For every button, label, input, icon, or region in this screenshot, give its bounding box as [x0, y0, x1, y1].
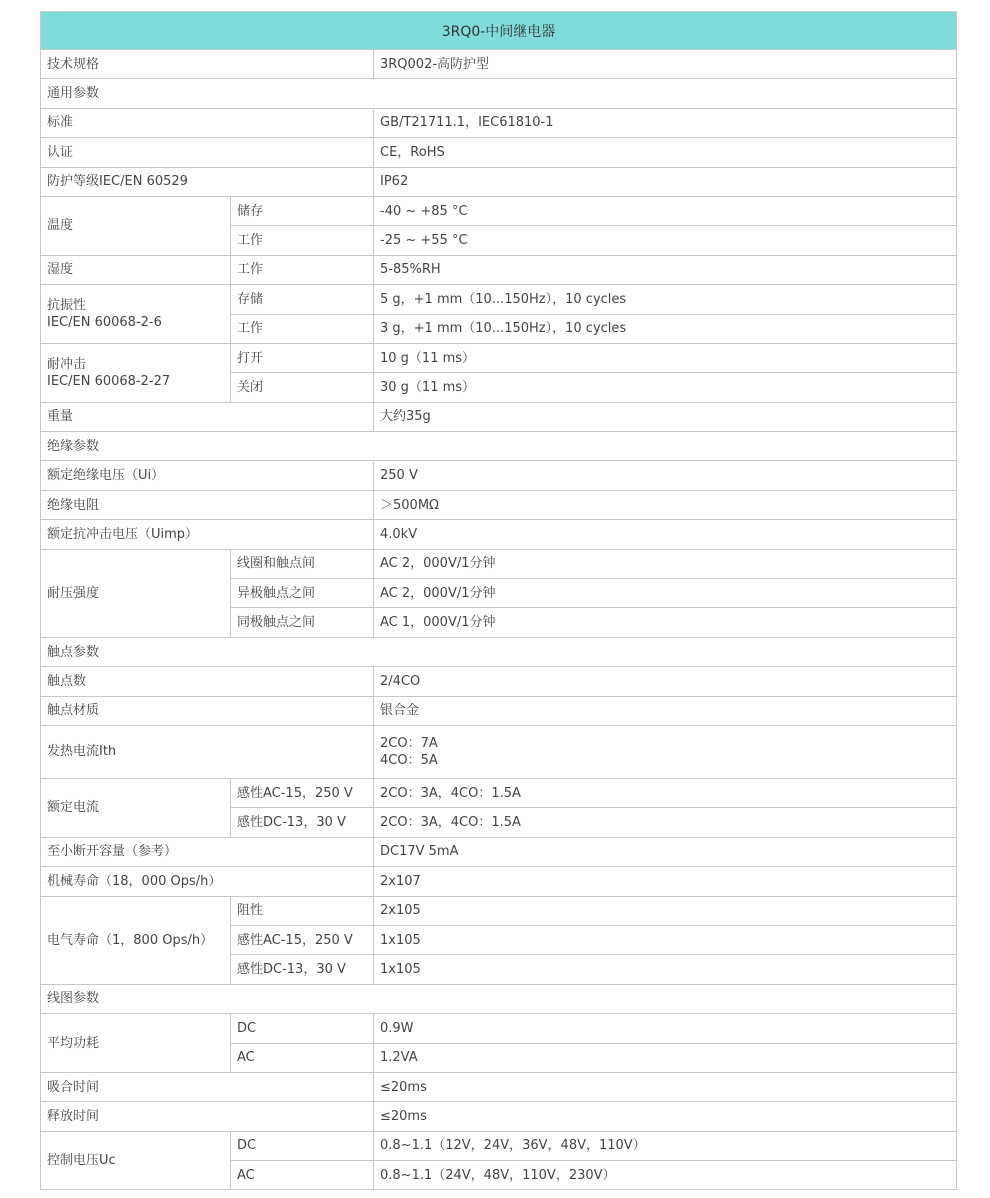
- row-label: 机械寿命（18，000 Ops/h）: [41, 867, 374, 896]
- row-label-line1: 耐冲击: [47, 356, 87, 372]
- section-title: 绝缘参数: [41, 432, 957, 461]
- row-label: 释放时间: [41, 1102, 374, 1131]
- row-value-line2: 4CO：5A: [380, 752, 438, 768]
- section-row: [41, 984, 957, 1013]
- row-label-line2: IEC/EN 60068-2-27: [47, 373, 171, 389]
- row-value: 1x105: [374, 955, 957, 984]
- table-row: [41, 867, 957, 896]
- row-sublabel: 感性AC-15，250 V: [231, 778, 374, 807]
- row-value: 1.2VA: [374, 1043, 957, 1072]
- section-row: [41, 637, 957, 666]
- table-row: [41, 667, 957, 696]
- row-sublabel: 感性AC-15，250 V: [231, 925, 374, 954]
- row-value: DC17V 5mA: [374, 837, 957, 866]
- row-value: AC 2，000V/1分钟: [374, 549, 957, 578]
- row-value: IP62: [374, 167, 957, 196]
- table-row: [41, 490, 957, 519]
- row-value: 银合金: [374, 696, 957, 725]
- row-value: 2CO：3A，4CO：1.5A: [374, 808, 957, 837]
- section-title: 通用参数: [41, 79, 957, 108]
- row-value: AC 2，000V/1分钟: [374, 579, 957, 608]
- row-label: 触点数: [41, 667, 374, 696]
- table-row: [41, 549, 957, 578]
- row-sublabel: 感性DC-13，30 V: [231, 955, 374, 984]
- table-row: [41, 461, 957, 490]
- row-label: 防护等级IEC/EN 60529: [41, 167, 374, 196]
- row-sublabel: 工作: [231, 226, 374, 255]
- row-sublabel: 异极触点之间: [231, 579, 374, 608]
- row-sublabel: 工作: [231, 314, 374, 343]
- table-row: [41, 196, 957, 225]
- row-label-line1: 抗振性: [47, 298, 87, 314]
- row-value: GB/T21711.1，IEC61810-1: [374, 108, 957, 137]
- row-value: -25 ~ +55 °C: [374, 226, 957, 255]
- table-row: [41, 696, 957, 725]
- row-label: 额定抗冲击电压（Uimp）: [41, 520, 374, 549]
- row-sublabel: 感性DC-13，30 V: [231, 808, 374, 837]
- row-label: 发热电流Ith: [41, 725, 374, 778]
- row-value: ≤20ms: [374, 1072, 957, 1101]
- table-row: [41, 50, 957, 79]
- row-value: -40 ~ +85 °C: [374, 196, 957, 225]
- table-row: [41, 343, 957, 372]
- table-row: [41, 778, 957, 807]
- row-sublabel: 储存: [231, 196, 374, 225]
- row-value: 30 g（11 ms）: [374, 373, 957, 402]
- row-label: 绝缘电阻: [41, 490, 374, 519]
- row-label: 控制电压Uc: [41, 1131, 231, 1190]
- row-label: 额定绝缘电压（Ui）: [41, 461, 374, 490]
- row-value: ≤20ms: [374, 1102, 957, 1131]
- row-label: 技术规格: [41, 50, 374, 79]
- row-value: 10 g（11 ms）: [374, 343, 957, 372]
- row-label: [41, 343, 231, 402]
- row-value: 5-85%RH: [374, 255, 957, 284]
- row-sublabel: 工作: [231, 255, 374, 284]
- row-label: 吸合时间: [41, 1072, 374, 1101]
- row-label: 温度: [41, 196, 231, 255]
- row-value: 0.8~1.1（24V，48V，110V，230V）: [374, 1161, 957, 1190]
- row-sublabel: 打开: [231, 343, 374, 372]
- table-row: [41, 1014, 957, 1043]
- row-value: ＞500MΩ: [374, 490, 957, 519]
- row-value: 2/4CO: [374, 667, 957, 696]
- table-row: [41, 1102, 957, 1131]
- row-value: 1x105: [374, 925, 957, 954]
- table-row: [41, 837, 957, 866]
- row-label: 至小断开容量（参考）: [41, 837, 374, 866]
- section-title: 线图参数: [41, 984, 957, 1013]
- row-label: 标准: [41, 108, 374, 137]
- row-label: 湿度: [41, 255, 231, 284]
- table-row: [41, 1072, 957, 1101]
- row-label: 电气寿命（1，800 Ops/h）: [41, 896, 231, 984]
- row-label-line2: IEC/EN 60068-2-6: [47, 315, 162, 331]
- row-value-line1: 2CO：7A: [380, 735, 438, 751]
- row-label: [41, 285, 231, 344]
- row-label: 认证: [41, 138, 374, 167]
- row-label: 平均功耗: [41, 1014, 231, 1073]
- row-label: 触点材质: [41, 696, 374, 725]
- row-value: 大约35g: [374, 402, 957, 431]
- section-title: 触点参数: [41, 637, 957, 666]
- table-row: [41, 896, 957, 925]
- table-row: [41, 520, 957, 549]
- section-row: [41, 79, 957, 108]
- table-row: [41, 138, 957, 167]
- row-value: [374, 725, 957, 778]
- row-value: 4.0kV: [374, 520, 957, 549]
- row-sublabel: 同极触点之间: [231, 608, 374, 637]
- row-value: AC 1，000V/1分钟: [374, 608, 957, 637]
- row-value: 2CO：3A，4CO：1.5A: [374, 778, 957, 807]
- row-sublabel: AC: [231, 1161, 374, 1190]
- table-row: [41, 1131, 957, 1160]
- table-row: [41, 402, 957, 431]
- row-value: 2x107: [374, 867, 957, 896]
- row-sublabel: 阻性: [231, 896, 374, 925]
- row-sublabel: AC: [231, 1043, 374, 1072]
- row-value: 0.8~1.1（12V，24V，36V，48V，110V）: [374, 1131, 957, 1160]
- table-header: [41, 12, 957, 50]
- row-value: 2x105: [374, 896, 957, 925]
- row-value: 0.9W: [374, 1014, 957, 1043]
- row-sublabel: 线圈和触点间: [231, 549, 374, 578]
- row-sublabel: DC: [231, 1131, 374, 1160]
- row-value: 5 g，+1 mm（10...150Hz），10 cycles: [374, 285, 957, 314]
- row-sublabel: DC: [231, 1014, 374, 1043]
- spec-table-container: [40, 11, 956, 1190]
- spec-table: [40, 11, 957, 1190]
- row-value: CE，RoHS: [374, 138, 957, 167]
- table-row: [41, 285, 957, 314]
- table-row: [41, 255, 957, 284]
- section-row: [41, 432, 957, 461]
- table-row: [41, 167, 957, 196]
- row-label: 额定电流: [41, 778, 231, 837]
- row-sublabel: 存储: [231, 285, 374, 314]
- table-row: [41, 725, 957, 778]
- table-row: [41, 108, 957, 137]
- row-value: 250 V: [374, 461, 957, 490]
- row-sublabel: 关闭: [231, 373, 374, 402]
- table-title: 3RQ0-中间继电器: [41, 12, 957, 50]
- row-label: 耐压强度: [41, 549, 231, 637]
- row-value: 3 g，+1 mm（10...150Hz），10 cycles: [374, 314, 957, 343]
- row-label: 重量: [41, 402, 374, 431]
- row-value: 3RQ002-高防护型: [374, 50, 957, 79]
